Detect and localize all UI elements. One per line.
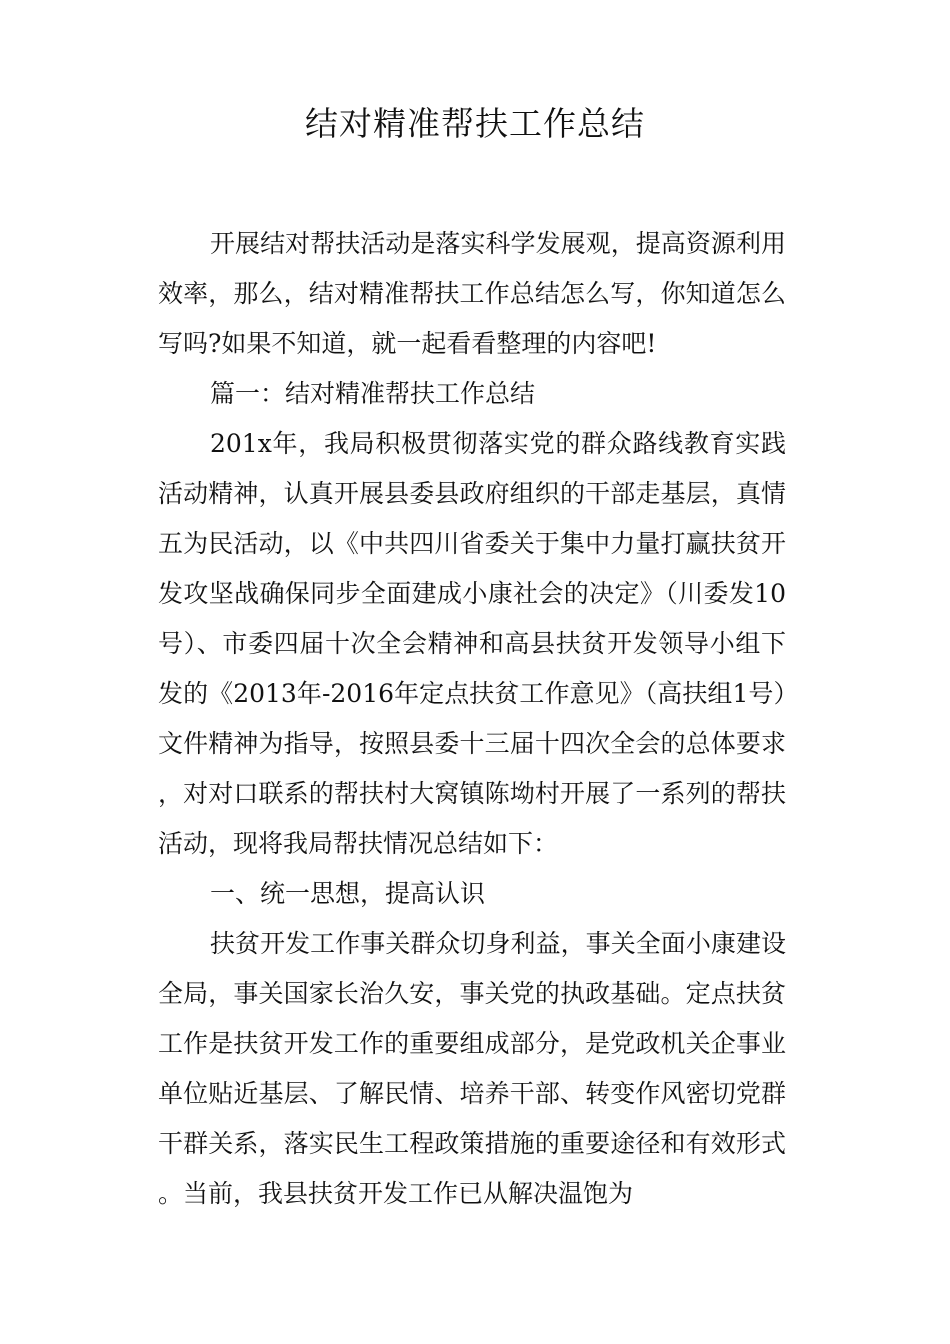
paragraph-section-heading: 篇一：结对精准帮扶工作总结 [210, 379, 536, 408]
paragraph-intro: 开展结对帮扶活动是落实科学发展观，提高资源利用效率，那么，结对精准帮扶工作总结怎么写，你知道怎么写吗?如果不知道，就一起看看整理的内容吧! [158, 229, 786, 358]
paragraph-body: 扶贫开发工作事关群众切身利益，事关全面小康建设全局，事关国家长治久安，事关党的执政基础。定点扶贫工作是扶贫开发工作的重要组成部分，是党政机关企事业单位贴近基层、了解民情、培养干部、转变作风密切党群干群关系，落实民生工程政策措施的重要途径和有效形式。当前，我县扶贫开发工作已从解决温饱为 [158, 929, 786, 1208]
document-body [158, 219, 786, 1219]
paragraph-heading-one: 一、统一思想，提高认识 [210, 879, 486, 908]
document-title: 结对精准帮扶工作总结 [305, 104, 645, 143]
paragraph-summary: 201x年，我局积极贯彻落实党的群众路线教育实践活动精神，认真开展县委县政府组织的干部走基层，真情五为民活动，以《中共四川省委关于集中力量打赢扶贫开发攻坚战确保同步全面建成小康社会的决定》（川委发10号）、市委四届十次全会精神和高县扶贫开发领导小组下发的《2013年-2016年定点扶贫工作意见》（高扶组1号）文件精神为指导，按照县委十三届十四次全会的总体要求，对对口联系的帮扶村大窝镇陈坳村开展了一系列的帮扶活动，现将我局帮扶情况总结如下： [158, 429, 786, 858]
